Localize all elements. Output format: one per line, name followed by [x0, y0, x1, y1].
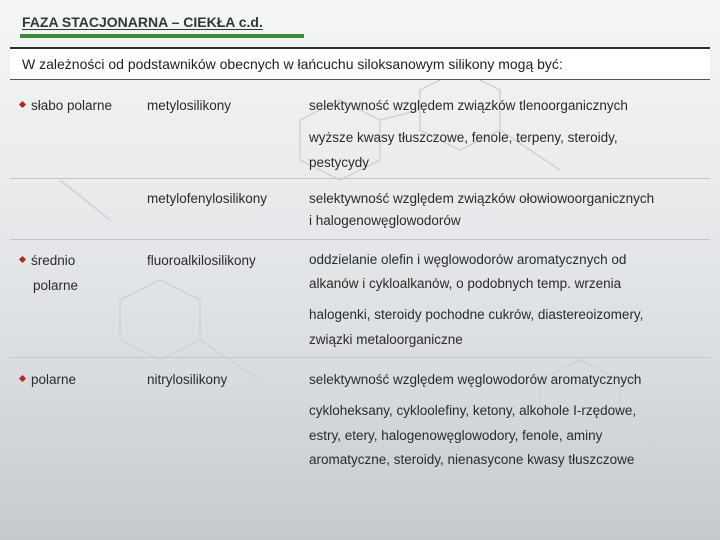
description-line: wyższe kwasy tłuszczowe, fenole, terpeny, steroidy, [309, 130, 618, 145]
row-divider [10, 239, 710, 240]
silicone-type-fluoroalkyl: fluoroalkilosilikony [147, 253, 256, 268]
title-underline-bar [20, 34, 304, 38]
description-line: aromatyczne, steroidy, nienasycone kwasy tłuszczowe [309, 452, 635, 467]
description-line: selektywność względem związków tlenoorganicznych [309, 98, 628, 113]
row-divider [10, 178, 710, 179]
description-line: halogenki, steroidy pochodne cukrów, diastereoizomery, [309, 307, 644, 322]
intro-text: W zależności od podstawników obecnych w łańcuchu siloksanowym silikony mogą być: [22, 56, 563, 72]
polarity-label-medium: średnio [20, 253, 75, 268]
silicone-type-nitrile: nitrylosilikony [147, 372, 228, 387]
polarity-label-polar: polarne [20, 372, 76, 387]
description-line: selektywność względem związków ołowiowoorganicznych [309, 191, 655, 206]
description-line: selektywność względem węglowodorów aromatycznych [309, 372, 642, 387]
polarity-label-weak: słabo polarne [20, 98, 112, 113]
description-line: cykloheksany, cykloolefiny, ketony, alkohole I-rzędowe, [309, 403, 637, 418]
silicone-type-methyl: metylosilikony [147, 98, 232, 113]
description-line: oddzielanie olefin i węglowodorów aromatycznych od [309, 252, 627, 267]
description-line: estry, etery, halogenowęglowodory, fenole, aminy [309, 428, 603, 443]
description-line: pestycydy [309, 155, 370, 170]
description-line: i halogenowęglowodorów [309, 213, 461, 228]
description-line: alkanów i cykloalkanów, o podobnych temp. wrzenia [309, 276, 622, 291]
slide-title: FAZA STACJONARNA – CIEKŁA c.d. [22, 14, 263, 30]
bullet-icon [19, 256, 26, 263]
bullet-icon [19, 375, 26, 382]
bullet-icon [19, 101, 26, 108]
row-divider [10, 357, 710, 358]
silicone-type-methylphenyl: metylofenylosilikony [147, 191, 268, 206]
polarity-label-medium-line2: polarne [33, 278, 79, 293]
description-line: związki metaloorganiczne [309, 332, 463, 347]
intro-header-box [10, 47, 710, 80]
